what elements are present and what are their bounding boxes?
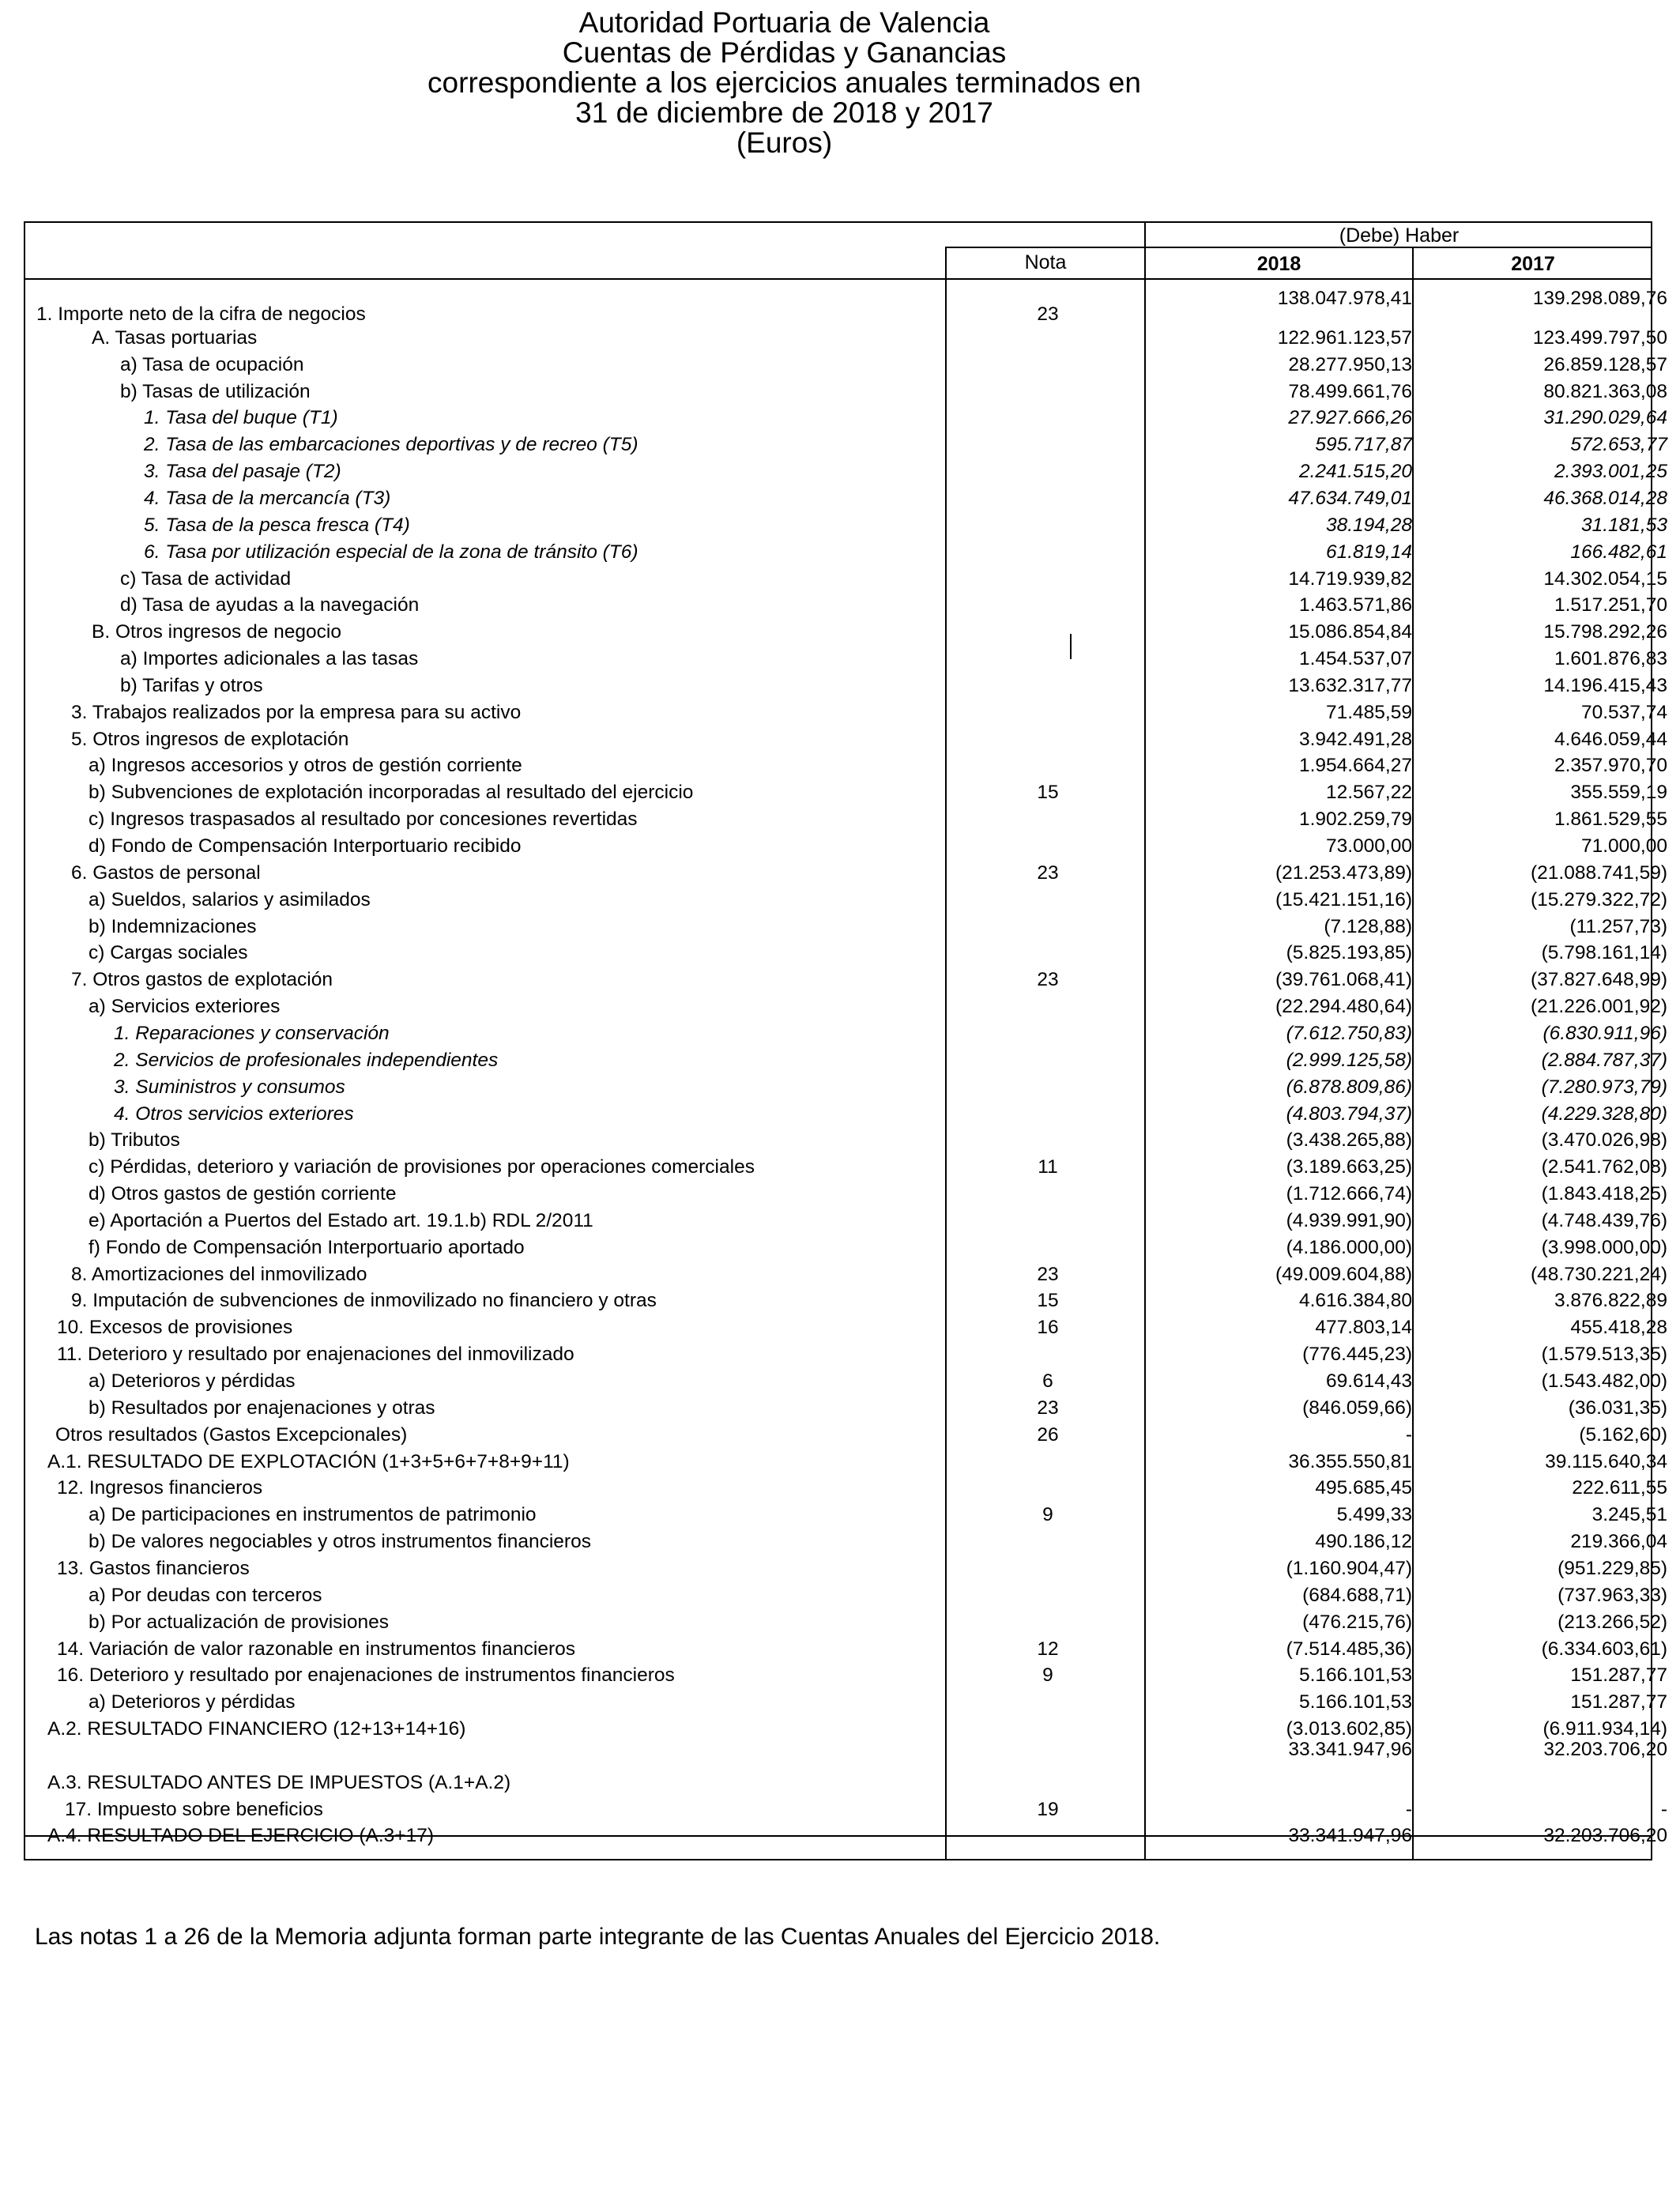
row-value-2017: (21.088.741,59) <box>1531 861 1667 884</box>
row-label: A. Tasas portuarias <box>92 326 258 349</box>
table-row <box>25 1074 1667 1101</box>
row-value-2017: (15.279.322,72) <box>1531 888 1667 910</box>
row-value-2017: (951.229,85) <box>1558 1557 1667 1579</box>
row-label: b) Resultados por enajenaciones y otras <box>89 1397 435 1419</box>
table-row <box>25 352 1667 379</box>
row-value-2018: 5.166.101,53 <box>1298 1691 1412 1713</box>
table-row <box>25 806 1667 833</box>
row-value-2017: 3.245,51 <box>1591 1504 1667 1526</box>
row-label: 3. Tasa del pasaje (T2) <box>144 461 341 483</box>
row-value-2017: 71.000,00 <box>1581 835 1667 857</box>
row-value-2018: (476.215,76) <box>1302 1611 1412 1633</box>
row-value-2017: (213.266,52) <box>1558 1611 1667 1633</box>
row-label: 6. Gastos de personal <box>71 861 261 884</box>
row-value-2018: 73.000,00 <box>1326 835 1412 857</box>
row-value-2018: (1.160.904,47) <box>1286 1557 1412 1579</box>
row-value-2018: (2.999.125,58) <box>1286 1049 1412 1071</box>
row-label: 1. Tasa del buque (T1) <box>144 407 338 429</box>
row-value-2017: 31.290.029,64 <box>1543 407 1667 429</box>
row-label: b) Tarifas y otros <box>120 674 263 696</box>
table-row <box>25 1529 1667 1555</box>
row-nota: 9 <box>1042 1664 1053 1687</box>
table-row <box>25 1609 1667 1636</box>
row-nota: 23 <box>1037 861 1059 884</box>
row-label: b) Subvenciones de explotación incorporadas al resultado del ejercicio <box>89 782 694 804</box>
row-label: a) Ingresos accesorios y otros de gestión corriente <box>89 755 522 777</box>
row-value-2017: (21.226.001,92) <box>1531 996 1667 1018</box>
row-label: A.2. RESULTADO FINANCIERO (12+13+14+16) <box>47 1718 466 1740</box>
table-body <box>25 223 1667 1859</box>
table-row <box>25 1738 1667 1796</box>
table-row <box>25 967 1667 993</box>
row-nota: 23 <box>1037 303 1059 325</box>
row-label: a) De participaciones en instrumentos de patrimonio <box>89 1504 537 1526</box>
row-value-2018: 122.961.123,57 <box>1277 326 1412 349</box>
row-value-2017: 151.287,77 <box>1570 1664 1667 1687</box>
row-label: 5. Tasa de la pesca fresca (T4) <box>144 514 410 536</box>
table-row <box>25 699 1667 726</box>
row-label: a) Deterioros y pérdidas <box>89 1691 296 1713</box>
table-row <box>25 752 1667 779</box>
table-row <box>25 1181 1667 1208</box>
row-value-2017: (737.963,33) <box>1558 1584 1667 1606</box>
row-value-2018: 2.241.515,20 <box>1298 461 1412 483</box>
row-value-2018: 33.341.947,96 <box>1288 1738 1412 1760</box>
row-label: 4. Otros servicios exteriores <box>114 1103 354 1125</box>
row-value-2017: 14.196.415,43 <box>1543 674 1667 696</box>
row-value-2018: 1.954.664,27 <box>1298 755 1412 777</box>
row-label: 11. Deterioro y resultado por enajenaciones del inmovilizado <box>57 1344 574 1366</box>
row-label: a) Deterioros y pérdidas <box>89 1370 296 1392</box>
row-label: e) Aportación a Puertos del Estado art. 19.1.b) RDL 2/2011 <box>89 1209 593 1231</box>
row-value-2017: (48.730.221,24) <box>1531 1263 1667 1285</box>
row-value-2017: (3.998.000,00) <box>1541 1236 1667 1258</box>
title-line-5: (Euros) <box>736 126 833 159</box>
table-row <box>25 1127 1667 1154</box>
row-nota: 15 <box>1037 782 1059 804</box>
row-label: 12. Ingresos financieros <box>57 1477 263 1499</box>
row-value-2017: 1.517.251,70 <box>1554 594 1667 616</box>
table-row <box>25 379 1667 405</box>
table-row <box>25 887 1667 914</box>
row-label: 2. Servicios de profesionales independientes <box>114 1049 499 1071</box>
row-value-2018: 4.616.384,80 <box>1298 1290 1412 1312</box>
row-value-2017: (4.748.439,76) <box>1541 1209 1667 1231</box>
table-row <box>25 539 1667 566</box>
row-value-2017: (5.798.161,14) <box>1541 942 1667 964</box>
table-row <box>25 1020 1667 1047</box>
row-label: 6. Tasa por utilización especial de la zona de tránsito (T6) <box>144 541 638 563</box>
row-value-2018: (15.421.151,16) <box>1275 888 1412 910</box>
row-label: 2. Tasa de las embarcaciones deportivas y de recreo (T5) <box>144 434 638 456</box>
row-value-2017: (1.579.513,35) <box>1541 1344 1667 1366</box>
row-value-2018: (7.612.750,83) <box>1286 1022 1412 1044</box>
row-value-2017: 46.368.014,28 <box>1543 487 1667 509</box>
row-value-2017: 1.601.876,83 <box>1554 648 1667 670</box>
header-2018: 2018 <box>1256 253 1301 275</box>
row-label: a) Tasa de ocupación <box>120 353 304 375</box>
table-row <box>25 592 1667 619</box>
row-value-2018: (5.825.193,85) <box>1286 942 1412 964</box>
table-row <box>25 1261 1667 1288</box>
row-label: c) Tasa de actividad <box>120 567 292 590</box>
row-label: a) Servicios exteriores <box>89 996 281 1018</box>
row-label: d) Fondo de Compensación Interportuario recibido <box>89 835 522 857</box>
row-value-2018: 15.086.854,84 <box>1288 621 1412 643</box>
row-nota: 26 <box>1037 1423 1059 1446</box>
row-label: 7. Otros gastos de explotación <box>71 969 333 991</box>
row-value-2018: (3.438.265,88) <box>1286 1129 1412 1152</box>
table-row <box>25 458 1667 485</box>
row-value-2018: (1.712.666,74) <box>1286 1183 1412 1205</box>
row-label: B. Otros ingresos de negocio <box>92 621 341 643</box>
table-row <box>25 646 1667 673</box>
row-label: d) Tasa de ayudas a la navegación <box>120 594 420 616</box>
row-value-2018: (3.013.602,85) <box>1286 1718 1412 1740</box>
row-label: b) Tasas de utilización <box>120 380 311 402</box>
row-label: 1. Importe neto de la cifra de negocios <box>36 303 366 325</box>
row-label: 14. Variación de valor razonable en instrumentos financieros <box>57 1638 575 1660</box>
row-value-2018: 28.277.950,13 <box>1288 353 1412 375</box>
header-2017: 2017 <box>1511 253 1555 275</box>
row-label: c) Ingresos traspasados al resultado por concesiones revertidas <box>89 809 638 831</box>
table-row <box>25 288 1667 325</box>
row-value-2017: 123.499.797,50 <box>1532 326 1667 349</box>
row-value-2018: (3.189.663,25) <box>1286 1156 1412 1178</box>
row-nota: 9 <box>1042 1504 1053 1526</box>
row-nota: 11 <box>1038 1156 1058 1178</box>
row-value-2017: 1.861.529,55 <box>1554 809 1667 831</box>
row-value-2018: 490.186,12 <box>1315 1531 1412 1553</box>
table-row <box>25 993 1667 1020</box>
row-label: a) Importes adicionales a las tasas <box>120 648 419 670</box>
row-value-2018: (21.253.473,89) <box>1275 861 1412 884</box>
row-label: 17. Impuesto sobre beneficios <box>65 1798 323 1820</box>
table-row <box>25 833 1667 860</box>
row-value-2018: 1.463.571,86 <box>1298 594 1412 616</box>
row-value-2018: 495.685,45 <box>1315 1477 1412 1499</box>
row-value-2018: (7.128,88) <box>1324 915 1412 937</box>
row-value-2017: (1.543.482,00) <box>1541 1370 1667 1392</box>
table-row <box>25 779 1667 806</box>
table-row <box>25 485 1667 512</box>
table-row <box>25 860 1667 887</box>
row-value-2017: - <box>1660 1798 1667 1820</box>
row-label: A.1. RESULTADO DE EXPLOTACIÓN (1+3+5+6+7+8+9+11) <box>47 1450 570 1472</box>
row-value-2017: 151.287,77 <box>1570 1691 1667 1713</box>
table-row <box>25 1689 1667 1716</box>
row-label: 5. Otros ingresos de explotación <box>71 728 349 750</box>
row-value-2018: 36.355.550,81 <box>1288 1450 1412 1472</box>
table-row <box>25 1582 1667 1609</box>
row-label: 3. Suministros y consumos <box>114 1076 345 1098</box>
table-row <box>25 940 1667 967</box>
table-row <box>25 1395 1667 1422</box>
row-value-2017: 4.646.059,44 <box>1554 728 1667 750</box>
header-debe-haber: (Debe) Haber <box>1339 224 1460 247</box>
row-value-2017: 26.859.128,57 <box>1543 353 1667 375</box>
document-title <box>0 8 1569 158</box>
row-value-2017: (6.334.603,61) <box>1541 1638 1667 1660</box>
table-row <box>25 1154 1667 1181</box>
row-label: b) De valores negociables y otros instrumentos financieros <box>89 1531 591 1553</box>
row-value-2018: (776.445,23) <box>1302 1344 1412 1366</box>
row-label: Otros resultados (Gastos Excepcionales) <box>55 1423 408 1446</box>
row-value-2017: 139.298.089,76 <box>1532 288 1667 309</box>
table-row <box>25 1823 1667 1849</box>
row-value-2018: (7.514.485,36) <box>1286 1638 1412 1660</box>
table-row <box>25 512 1667 539</box>
table-row <box>25 1475 1667 1502</box>
row-label: b) Por actualización de provisiones <box>89 1611 389 1633</box>
row-nota: 15 <box>1037 1290 1059 1312</box>
row-label: 10. Excesos de provisiones <box>57 1317 293 1339</box>
table-row <box>25 1047 1667 1074</box>
row-value-2017: 222.611,55 <box>1572 1477 1667 1499</box>
row-nota: 6 <box>1042 1370 1053 1392</box>
row-value-2017: (4.229.328,80) <box>1541 1103 1667 1125</box>
row-label: 8. Amortizaciones del inmovilizado <box>71 1263 367 1285</box>
row-value-2018: 69.614,43 <box>1326 1370 1412 1392</box>
row-value-2017: (11.257,73) <box>1569 915 1667 937</box>
row-value-2017: (37.827.648,99) <box>1531 969 1667 991</box>
row-value-2017: 80.821.363,08 <box>1543 380 1667 402</box>
row-nota: 16 <box>1037 1317 1059 1339</box>
row-nota: 12 <box>1037 1638 1059 1660</box>
row-label: c) Cargas sociales <box>89 942 248 964</box>
title-line-3: correspondiente a los ejercicios anuales terminados en <box>428 66 1141 99</box>
row-value-2017: 14.302.054,15 <box>1543 567 1667 590</box>
row-label: A.3. RESULTADO ANTES DE IMPUESTOS (A.1+A.2) <box>47 1771 511 1793</box>
row-value-2018: 47.634.749,01 <box>1288 487 1412 509</box>
row-label: d) Otros gastos de gestión corriente <box>89 1183 397 1205</box>
row-value-2017: (2.884.787,37) <box>1541 1049 1667 1071</box>
row-value-2018: 38.194,28 <box>1326 514 1412 536</box>
profit-loss-table <box>24 221 1667 1860</box>
table-row <box>25 1796 1667 1823</box>
row-value-2018: 3.942.491,28 <box>1298 728 1412 750</box>
row-value-2017: 2.393.001,25 <box>1554 461 1667 483</box>
row-label: b) Indemnizaciones <box>89 915 257 937</box>
row-value-2017: 32.203.706,20 <box>1543 1738 1667 1760</box>
row-value-2018: (4.186.000,00) <box>1286 1236 1412 1258</box>
row-label: A.4. RESULTADO DEL EJERCICIO (A.3+17) <box>47 1825 435 1847</box>
table-row <box>25 1235 1667 1261</box>
row-label: 1. Reparaciones y conservación <box>114 1022 390 1044</box>
row-value-2018: 71.485,59 <box>1326 701 1412 723</box>
title-line-4: 31 de diciembre de 2018 y 2017 <box>575 96 993 129</box>
row-value-2017: 39.115.640,34 <box>1545 1450 1667 1472</box>
row-value-2017: 572.653,77 <box>1570 434 1667 456</box>
row-label: 3. Trabajos realizados por la empresa para su activo <box>71 701 522 723</box>
table-row <box>25 1662 1667 1689</box>
row-value-2018: 14.719.939,82 <box>1288 567 1412 590</box>
table-row <box>25 1101 1667 1128</box>
row-value-2017: 166.482,61 <box>1570 541 1667 563</box>
table-row <box>25 673 1667 699</box>
row-value-2017: 455.418,28 <box>1570 1317 1667 1339</box>
row-label: 13. Gastos financieros <box>57 1557 250 1579</box>
row-label: 16. Deterioro y resultado por enajenaciones de instrumentos financieros <box>57 1664 675 1687</box>
row-value-2017: (2.541.762,08) <box>1541 1156 1667 1178</box>
row-value-2018: (49.009.604,88) <box>1275 1263 1412 1285</box>
table-row <box>25 432 1667 458</box>
row-value-2017: (3.470.026,98) <box>1541 1129 1667 1152</box>
row-value-2018: (22.294.480,64) <box>1275 996 1412 1018</box>
row-label: c) Pérdidas, deterioro y variación de provisiones por operaciones comerciales <box>89 1156 755 1178</box>
title-line-1: Autoridad Portuaria de Valencia <box>578 6 990 39</box>
row-value-2018: 33.341.947,96 <box>1288 1825 1412 1847</box>
row-value-2018: 595.717,87 <box>1315 434 1412 456</box>
table-row <box>25 1555 1667 1582</box>
row-nota: 23 <box>1037 1397 1059 1419</box>
row-value-2018: 138.047.978,41 <box>1277 288 1412 309</box>
table-row <box>25 726 1667 753</box>
row-value-2018: 61.819,14 <box>1326 541 1412 563</box>
row-label: a) Sueldos, salarios y asimilados <box>89 888 371 910</box>
row-value-2018: 12.567,22 <box>1326 782 1412 804</box>
title-line-2: Cuentas de Pérdidas y Ganancias <box>562 36 1007 69</box>
row-value-2017: (36.031,35) <box>1568 1397 1667 1419</box>
row-value-2017: (6.911.934,14) <box>1543 1718 1667 1740</box>
row-nota: 23 <box>1037 969 1059 991</box>
table-row <box>25 1287 1667 1314</box>
footer-note: Las notas 1 a 26 de la Memoria adjunta forman parte integrante de las Cuentas Anuales del Ejercicio 2018. <box>35 1924 1161 1950</box>
row-value-2018: (684.688,71) <box>1302 1584 1412 1606</box>
table-row <box>25 1636 1667 1663</box>
text-cursor-mark <box>1070 634 1072 659</box>
row-value-2018: 1.902.259,79 <box>1298 809 1412 831</box>
table-row <box>25 566 1667 593</box>
row-value-2017: 15.798.292,26 <box>1543 621 1667 643</box>
table-row <box>25 1368 1667 1395</box>
table-row <box>25 325 1667 352</box>
row-value-2018: (4.939.991,90) <box>1286 1209 1412 1231</box>
table-row <box>25 914 1667 941</box>
row-value-2017: (5.162,60) <box>1579 1423 1667 1446</box>
row-nota: 19 <box>1037 1798 1059 1820</box>
table-row <box>25 1449 1667 1476</box>
table-row <box>25 619 1667 646</box>
row-value-2017: 3.876.822,89 <box>1554 1290 1667 1312</box>
row-value-2018: 5.166.101,53 <box>1298 1664 1412 1687</box>
table-row <box>25 1314 1667 1341</box>
row-value-2017: (7.280.973,79) <box>1541 1076 1667 1098</box>
row-value-2018: 477.803,14 <box>1315 1317 1412 1339</box>
row-label: f) Fondo de Compensación Interportuario aportado <box>89 1236 525 1258</box>
row-value-2017: 2.357.970,70 <box>1554 755 1667 777</box>
row-value-2017: 31.181,53 <box>1581 514 1667 536</box>
row-value-2018: (39.761.068,41) <box>1275 969 1412 991</box>
row-label: 9. Imputación de subvenciones de inmovilizado no financiero y otras <box>71 1290 657 1312</box>
row-value-2018: (846.059,66) <box>1302 1397 1412 1419</box>
table-row <box>25 1341 1667 1368</box>
row-label: b) Tributos <box>89 1129 180 1152</box>
row-value-2018: (6.878.809,86) <box>1286 1076 1412 1098</box>
row-nota: 23 <box>1037 1263 1059 1285</box>
row-value-2018: - <box>1405 1423 1412 1446</box>
row-value-2017: (1.843.418,25) <box>1541 1183 1667 1205</box>
row-value-2017: 32.203.706,20 <box>1543 1825 1667 1847</box>
table-row <box>25 1502 1667 1529</box>
row-value-2018: 1.454.537,07 <box>1298 648 1412 670</box>
table-row <box>25 1422 1667 1449</box>
row-value-2018: (4.803.794,37) <box>1286 1103 1412 1125</box>
row-value-2017: 219.366,04 <box>1570 1531 1667 1553</box>
row-value-2017: (6.830.911,96) <box>1543 1022 1667 1044</box>
header-nota: Nota <box>1024 251 1067 273</box>
row-value-2018: 5.499,33 <box>1336 1504 1412 1526</box>
row-value-2018: 78.499.661,76 <box>1288 380 1412 402</box>
row-label: a) Por deudas con terceros <box>89 1584 322 1606</box>
row-value-2018: 13.632.317,77 <box>1288 674 1412 696</box>
table-row <box>25 1208 1667 1235</box>
row-value-2017: 70.537,74 <box>1581 701 1667 723</box>
row-label: 4. Tasa de la mercancía (T3) <box>144 487 391 509</box>
row-value-2018: - <box>1405 1798 1412 1820</box>
table-row <box>25 405 1667 432</box>
row-value-2017: 355.559,19 <box>1570 782 1667 804</box>
row-value-2018: 27.927.666,26 <box>1288 407 1412 429</box>
